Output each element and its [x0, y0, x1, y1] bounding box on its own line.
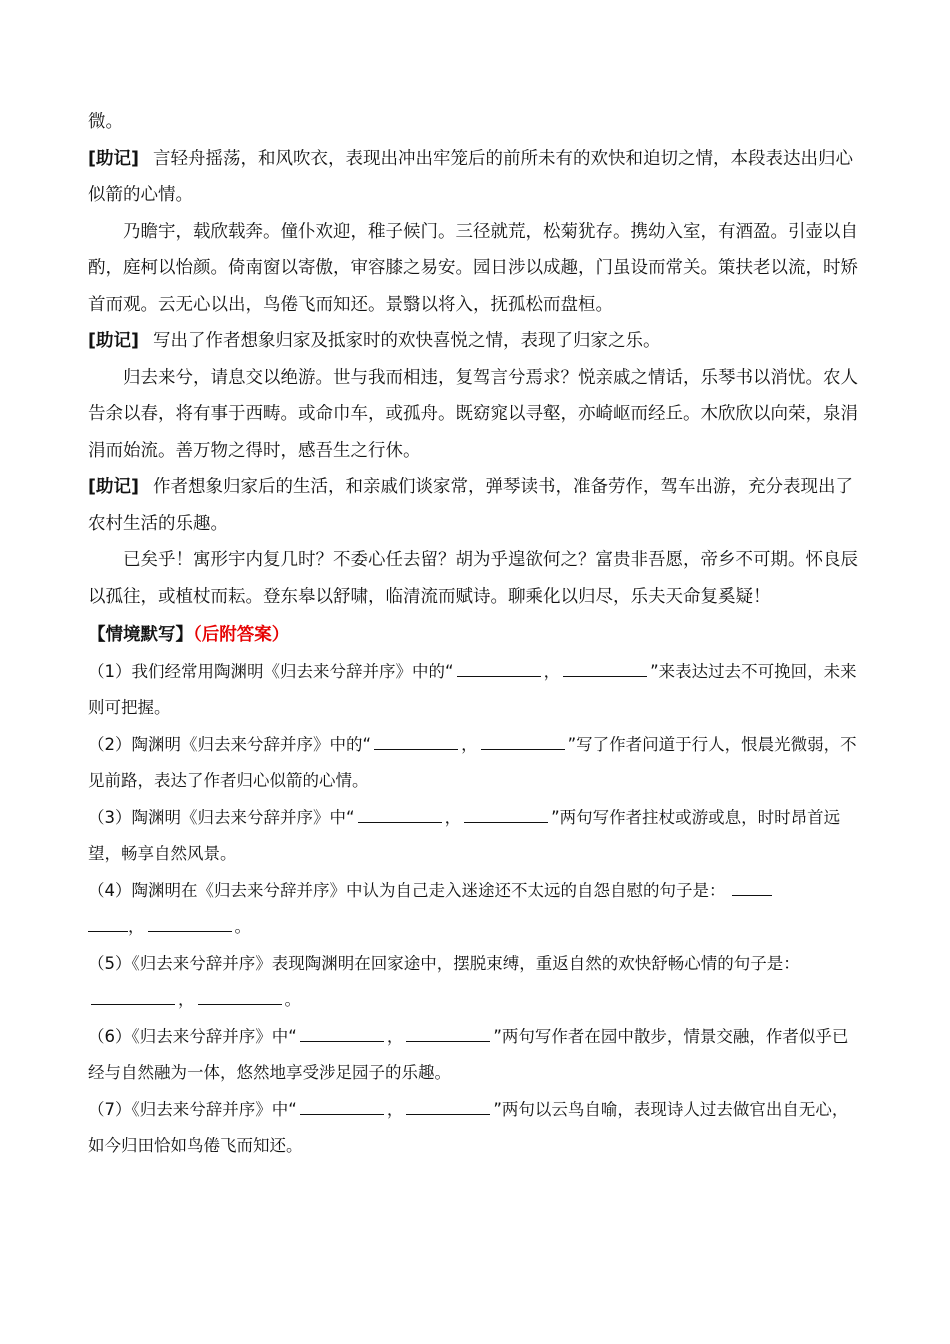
separator: ，	[178, 990, 195, 1009]
question-item	[88, 654, 863, 727]
question-text: 《归去来兮辞并序》中“	[131, 1026, 297, 1046]
answer-blank[interactable]	[300, 1040, 384, 1042]
separator: ，	[386, 1099, 404, 1119]
separator: ，	[386, 1026, 404, 1046]
answer-blank[interactable]	[732, 894, 772, 896]
answer-blank[interactable]	[563, 675, 647, 677]
answer-blank[interactable]	[358, 821, 442, 823]
separator: ，	[543, 661, 561, 681]
answer-blank[interactable]	[91, 1003, 175, 1005]
answer-blank[interactable]	[406, 1113, 490, 1115]
answer-blank[interactable]	[481, 748, 565, 750]
question-text: 。	[284, 990, 301, 1009]
question-item	[88, 873, 863, 946]
question-number: （3）	[88, 807, 132, 827]
question-text: 我们经常用陶渊明《归去来兮辞并序》中的“	[131, 661, 454, 681]
question-item	[88, 1092, 863, 1165]
note-tag: [助记]	[88, 148, 139, 169]
section-subtitle: （后附答案）	[193, 625, 290, 645]
question-text: ”来表达过去不可挽回，未来则可把握。	[88, 661, 857, 717]
answer-blank[interactable]	[198, 1003, 282, 1005]
answer-blank[interactable]	[148, 930, 232, 932]
passage-paragraph: 乃瞻宇，载欣载奔。僮仆欢迎，稚子候门。三径就荒，松菊犹存。携幼入室，有酒盈。引壶以自酌，庭柯以怡颜。倚南窗以寄傲，审容膝之易安。园日涉以成趣，门虽设而常关。策扶老以流，时矫首而观。云无心以出，鸟倦飞而知还。景翳以将入，抚孤松而盘桓。	[88, 221, 858, 315]
answer-blank[interactable]	[88, 930, 128, 932]
separator: ，	[128, 917, 145, 936]
question-text: 《归去来兮辞并序》表现陶渊明在回家途中，摆脱束缚，重返自然的欢快舒畅心情的句子是：	[131, 953, 800, 973]
question-text: ”两句以云鸟自喻，表现诗人过去做官出自无心，如今归田恰如鸟倦飞而知还。	[88, 1099, 849, 1155]
note-tag: [助记]	[88, 331, 139, 351]
question-item	[88, 800, 863, 873]
question-text: 《归去来兮辞并序》中“	[131, 1099, 297, 1119]
passage-paragraph: 归去来兮，请息交以绝游。世与我而相违，复驾言兮焉求？悦亲戚之情话，乐琴书以消忧。农人告余以春，将有事于西畴。或命巾车，或孤舟。既窈窕以寻壑，亦崎岖而经丘。木欣欣以向荣，泉涓涓而始流。善万物之得时，感吾生之行休。	[88, 367, 858, 461]
answer-blank[interactable]	[374, 748, 458, 750]
question-text: ”写了作者问道于行人，恨晨光微弱，不见前路，表达了作者归心似箭的心情。	[88, 734, 857, 790]
section-heading	[88, 617, 863, 654]
separator: ，	[444, 807, 462, 827]
question-text: 陶渊明在《归去来兮辞并序》中认为自己走入迷途还不太远的自怨自慰的句子是：	[131, 880, 726, 900]
question-number: （5）	[88, 953, 132, 973]
note-text: 写出了作者想象归家及抵家时的欢快喜悦之情，表现了归家之乐。	[153, 331, 661, 351]
passage-paragraph: 已矣乎！寓形宇内复几时？不委心任去留？胡为乎遑欲何之？富贵非吾愿，帝乡不可期。怀良辰以孤往，或植杖而耘。登东皋以舒啸，临清流而赋诗。聊乘化以归尽，乐夫天命复奚疑！	[88, 550, 858, 607]
question-item	[88, 727, 863, 800]
question-text: ”两句写作者拄杖或游或息，时时昂首远望，畅享自然风景。	[88, 807, 841, 863]
note-text: 言轻舟摇荡，和风吹衣，表现出冲出牢笼后的前所未有的欢快和迫切之情，本段表达出归心似箭的心情。	[88, 148, 853, 205]
question-item	[88, 1019, 863, 1092]
question-text: ”两句写作者在园中散步，情景交融，作者似乎已经与自然融为一体，悠然地享受涉足园子的乐趣。	[88, 1026, 849, 1082]
question-number: （1）	[88, 661, 132, 681]
question-number: （4）	[88, 880, 132, 900]
answer-blank[interactable]	[406, 1040, 490, 1042]
answer-blank[interactable]	[300, 1113, 384, 1115]
note-text: 作者想象归家后的生活，和亲戚们谈家常，弹琴读书，准备劳作，驾车出游，充分表现出了农村生活的乐趣。	[88, 477, 853, 534]
section-title: 【情境默写】	[88, 625, 193, 645]
question-number: （2）	[88, 734, 132, 754]
question-text: 。	[234, 917, 251, 936]
question-item	[88, 946, 863, 1019]
memory-note	[88, 469, 863, 542]
question-number: （6）	[88, 1026, 132, 1046]
passage-line: 微。	[88, 112, 123, 132]
answer-blank[interactable]	[457, 675, 541, 677]
memory-note	[88, 323, 863, 360]
separator: ，	[461, 734, 478, 754]
answer-blank[interactable]	[464, 821, 548, 823]
note-tag: [助记]	[88, 477, 139, 497]
question-text: 陶渊明《归去来兮辞并序》中“	[131, 807, 355, 827]
memory-note	[88, 141, 863, 214]
question-number: （7）	[88, 1099, 132, 1119]
question-text: 陶渊明《归去来兮辞并序》中的“	[131, 734, 372, 754]
document-page	[88, 104, 863, 1165]
